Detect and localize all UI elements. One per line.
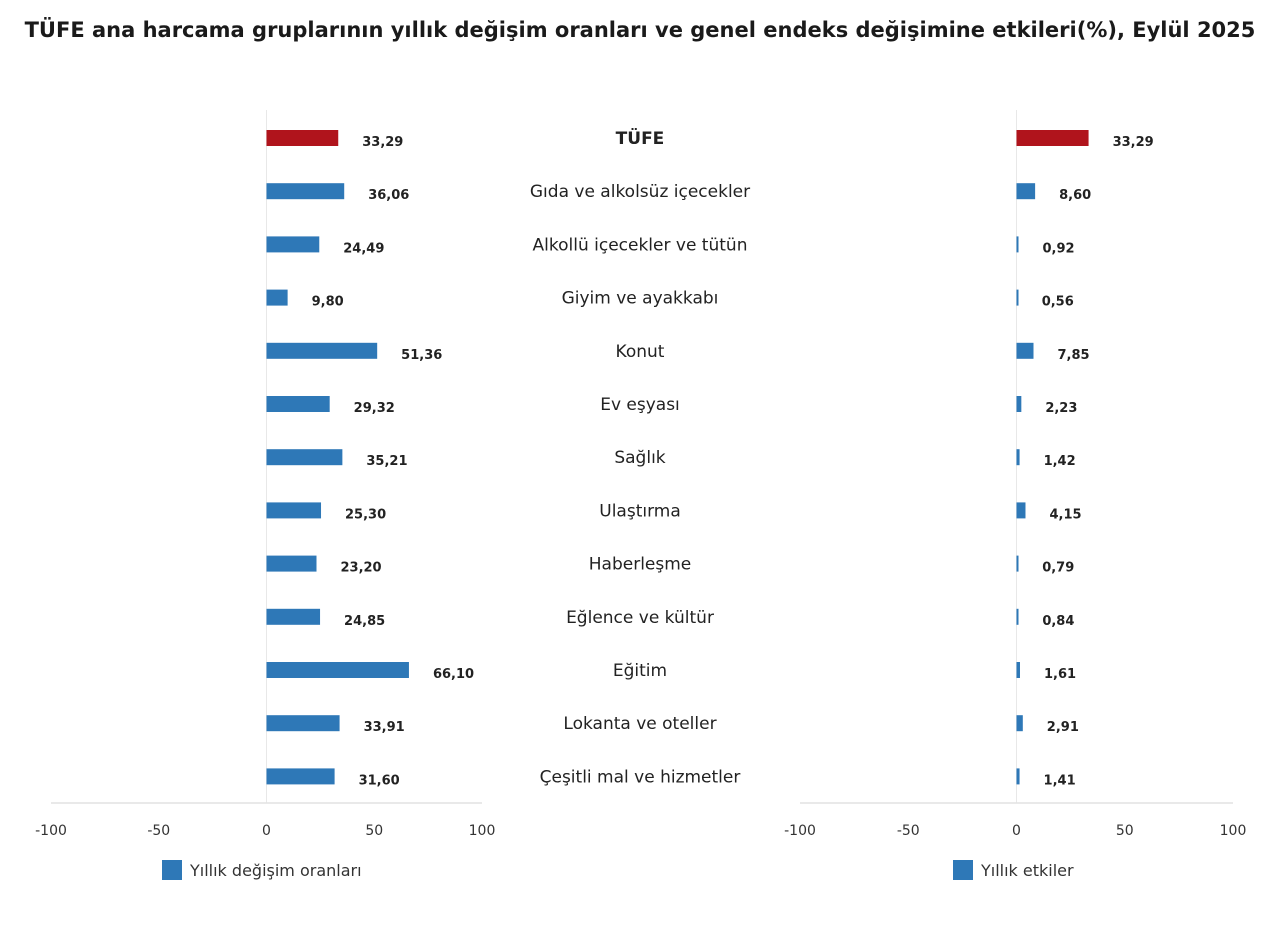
right-data-label: 1,61 xyxy=(1043,667,1077,682)
left-bar xyxy=(267,715,340,731)
left-bar xyxy=(267,130,339,146)
right-data-label: 2,23 xyxy=(1045,401,1078,416)
left-x-tick-label: -50 xyxy=(147,823,171,839)
category-label: Sağlık xyxy=(614,448,666,469)
category-label: Lokanta ve oteller xyxy=(563,714,717,735)
category-label: Eğlence ve kültür xyxy=(566,607,714,628)
left-data-label: 24,85 xyxy=(344,613,386,629)
left-bar xyxy=(267,768,335,784)
right-data-label: 1,42 xyxy=(1043,454,1076,470)
right-data-label: 8,60 xyxy=(1059,188,1092,204)
category-label: Haberleşme xyxy=(588,554,692,575)
left-data-label: 25,30 xyxy=(345,507,387,523)
legend-left xyxy=(162,860,362,880)
right-data-label: 0,79 xyxy=(1042,560,1075,576)
left-x-tick-label: 50 xyxy=(365,823,384,839)
chart-title: TÜFE ana harcama gruplarının yıllık değişim oranları ve genel endeks değişimine etkileri(%), Eylül 2025 xyxy=(24,18,1256,42)
left-data-label: 9,80 xyxy=(311,294,344,310)
category-labels xyxy=(530,127,750,787)
category-label: Çeşitli mal ve hizmetler xyxy=(539,767,741,788)
left-data-label: 36,06 xyxy=(368,188,410,204)
left-x-tick-label: -100 xyxy=(35,823,67,839)
left-bar xyxy=(267,609,321,625)
right-bar xyxy=(1017,290,1019,306)
right-bar xyxy=(1017,502,1026,518)
right-bar xyxy=(1017,396,1022,412)
category-label: Gıda ve alkolsüz içecekler xyxy=(529,182,751,203)
left-bar xyxy=(267,290,288,306)
left-bar xyxy=(267,396,330,412)
right-data-label: 4,15 xyxy=(1049,507,1082,523)
right-data-label: 0,92 xyxy=(1042,241,1075,257)
right-bar xyxy=(1017,449,1020,465)
left-bar xyxy=(267,236,320,252)
left-x-tick-label: 0 xyxy=(262,823,271,839)
right-bar xyxy=(1017,130,1089,146)
right-chart-panel xyxy=(784,110,1246,839)
category-label: Konut xyxy=(615,341,665,362)
right-data-label: 0,56 xyxy=(1041,294,1074,310)
category-label: Alkollü içecekler ve tütün xyxy=(532,235,748,256)
right-bar xyxy=(1017,236,1019,252)
right-bar xyxy=(1017,768,1020,784)
category-label: TÜFE xyxy=(615,129,665,149)
left-data-label: 51,36 xyxy=(401,347,443,363)
right-x-tick-label: -100 xyxy=(784,823,816,839)
right-bar xyxy=(1017,183,1036,199)
left-bar xyxy=(267,556,317,572)
category-label: Ulaştırma xyxy=(599,501,681,522)
right-bar xyxy=(1017,556,1019,572)
left-bar xyxy=(267,449,343,465)
category-label: Giyim ve ayakkabı xyxy=(561,288,719,309)
right-bar xyxy=(1017,609,1019,625)
legend-left-label: Yıllık değişim oranları xyxy=(190,860,362,880)
legend-left-swatch xyxy=(162,860,182,880)
left-data-label: 31,60 xyxy=(358,773,400,789)
right-data-label: 2,91 xyxy=(1046,720,1079,736)
right-data-label: 1,41 xyxy=(1043,773,1076,789)
right-data-label: 7,85 xyxy=(1057,347,1090,363)
left-data-label: 33,91 xyxy=(363,720,405,736)
category-label: Eğitim xyxy=(612,661,668,681)
right-data-label: 0,84 xyxy=(1042,613,1075,629)
right-x-tick-label: 0 xyxy=(1012,823,1021,839)
right-bar xyxy=(1017,343,1034,359)
left-data-label: 35,21 xyxy=(366,454,408,470)
legend-right xyxy=(953,860,1074,880)
left-bar xyxy=(267,662,409,678)
right-data-label: 33,29 xyxy=(1112,135,1154,150)
left-data-label: 23,20 xyxy=(340,560,382,576)
left-chart-panel xyxy=(35,110,495,839)
left-data-label: 24,49 xyxy=(343,241,385,257)
category-label: Ev eşyası xyxy=(600,395,680,415)
left-bar xyxy=(267,343,378,359)
right-bar xyxy=(1017,715,1023,731)
right-bar xyxy=(1017,662,1020,678)
legend-right-swatch xyxy=(953,860,973,880)
right-x-tick-label: 50 xyxy=(1115,823,1134,839)
left-x-tick-label: 100 xyxy=(468,823,496,839)
legend-right-label: Yıllık etkiler xyxy=(981,860,1074,880)
left-data-label: 29,32 xyxy=(353,401,395,416)
right-x-tick-label: -50 xyxy=(896,823,920,839)
left-data-label: 66,10 xyxy=(432,667,475,682)
left-data-label: 33,29 xyxy=(362,135,404,150)
left-bar xyxy=(267,502,322,518)
right-x-tick-label: 100 xyxy=(1219,823,1247,839)
left-bar xyxy=(267,183,345,199)
